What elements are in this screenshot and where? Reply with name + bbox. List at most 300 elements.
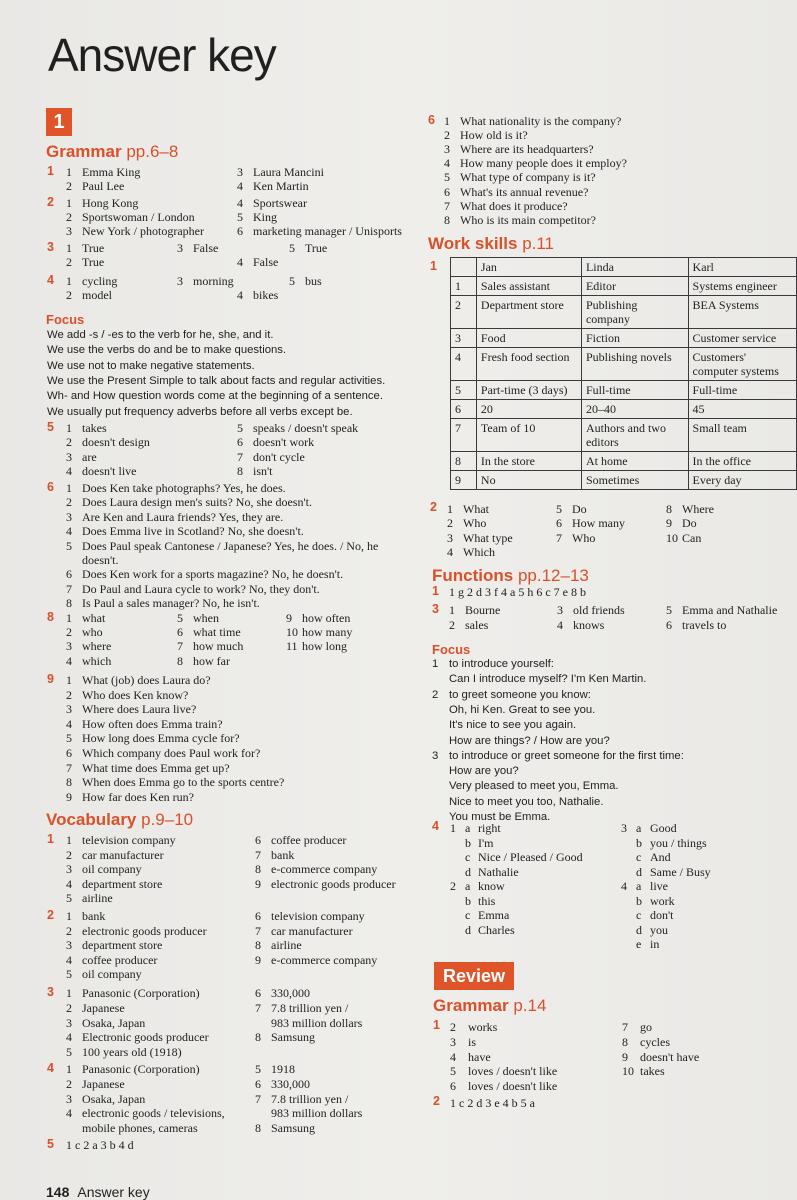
answer-text: knows: [573, 617, 605, 632]
table-header-cell: Karl: [688, 258, 796, 277]
item-number: 8: [237, 463, 243, 478]
item-number: 7: [177, 639, 183, 654]
answer-text: Nathalie: [478, 864, 519, 879]
item-number: 2: [447, 516, 453, 531]
answer-text: What time does Emma get up?: [82, 760, 230, 775]
answer-text: Who: [463, 516, 487, 531]
item-number: 7: [622, 1020, 628, 1034]
focus-item-number: 2: [432, 688, 439, 701]
item-number: 2: [66, 1076, 72, 1091]
answer-text: electronic goods / televisions,: [82, 1106, 225, 1121]
item-number: 4: [237, 179, 243, 193]
table-cell: Editor: [581, 277, 688, 296]
item-number: 9: [255, 952, 261, 967]
item-letter: e: [636, 937, 642, 951]
focus-text: Can I introduce myself? I'm Ken Martin.: [449, 673, 647, 686]
item-number: 9: [286, 611, 292, 625]
item-number: 7: [237, 449, 243, 464]
answer-text: Sportswoman / London: [82, 210, 195, 224]
item-number: 2: [66, 255, 72, 269]
answer-text: Do: [682, 516, 697, 531]
answer-text: right: [478, 821, 501, 835]
focus-item-number: 3: [432, 749, 439, 762]
item-number: 1: [449, 603, 455, 617]
question-number: 1: [432, 584, 439, 598]
answer-text: old friends: [573, 603, 625, 617]
table-row: [451, 400, 797, 419]
item-number: 2: [449, 617, 455, 632]
answer-text: how often: [302, 611, 351, 625]
answer-text: what: [82, 611, 106, 625]
answer-text: Does Emma live in Scotland? No, she doesn't.: [82, 524, 304, 539]
item-number: 3: [66, 509, 72, 524]
focus-text: You must be Emma.: [449, 811, 551, 823]
table-cell: Sometimes: [581, 471, 688, 490]
item-number: 4: [66, 463, 72, 478]
review-grammar-heading: Grammar p.14: [433, 996, 547, 1015]
question-number: 6: [47, 480, 54, 494]
answer-text: live: [650, 879, 668, 893]
answer-text: 983 million dollars: [271, 1015, 363, 1030]
item-number: 1: [66, 986, 72, 1000]
answer-text: Who: [572, 530, 596, 545]
answer-text: in: [650, 937, 660, 951]
table-cell: Full-time: [688, 381, 796, 400]
answer-text: Where are its headquarters?: [460, 142, 594, 157]
focus-rule: We add -s / -es to the verb for he, she, and it.: [47, 329, 274, 341]
item-number: 1: [66, 673, 72, 687]
item-number: 6: [444, 184, 450, 199]
item-number: 7: [556, 530, 562, 545]
answer-text: Which: [463, 544, 495, 559]
item-number: 4: [450, 1049, 456, 1064]
answer-text: Does Ken take photographs? Yes, he does.: [82, 481, 286, 495]
answer-text: works: [468, 1020, 498, 1034]
answer-text: Japanese: [82, 1076, 125, 1091]
answer-text: oil company: [82, 862, 142, 877]
item-number: 3: [66, 639, 72, 654]
item-number: 4: [621, 879, 627, 893]
focus-text: How are you?: [449, 765, 519, 778]
item-number: 5: [66, 891, 72, 906]
focus-text: Oh, hi Ken. Great to see you.: [449, 703, 596, 716]
answer-text: coffee producer: [271, 833, 347, 847]
answer-text: True: [305, 241, 328, 255]
item-number: 5: [237, 421, 243, 435]
answer-text: cycling: [82, 274, 118, 288]
question-number: 4: [432, 819, 439, 833]
question-number: 1: [47, 164, 54, 178]
work-skills-table: [450, 257, 797, 490]
item-number: 3: [66, 1015, 72, 1030]
question-number: 3: [432, 602, 439, 616]
item-number: 5: [66, 538, 72, 553]
table-cell: Small team: [688, 419, 796, 452]
item-number: 1: [447, 502, 453, 516]
focus-text: Very pleased to meet you, Emma.: [449, 780, 619, 793]
answer-text: Charles: [478, 922, 515, 937]
answer-text: oil company: [82, 967, 142, 982]
focus-heading-functions: Focus: [432, 642, 471, 657]
table-cell: Systems engineer: [688, 277, 796, 296]
focus-text: to introduce or greet someone for the first time:: [449, 749, 684, 762]
item-number: 2: [66, 847, 72, 862]
item-number: 8: [666, 502, 672, 516]
table-cell: Every day: [688, 471, 796, 490]
answer-text: What's its annual revenue?: [460, 184, 589, 199]
item-number: 6: [450, 1079, 456, 1094]
item-number: 5: [556, 502, 562, 516]
answer-text: work: [650, 893, 675, 908]
answer-text: airline: [271, 938, 302, 953]
answer-text: how long: [302, 639, 347, 654]
item-letter: a: [636, 821, 642, 835]
item-number: 5: [666, 603, 672, 617]
question-number: 5: [47, 1137, 54, 1151]
item-letter: d: [636, 922, 642, 937]
answer-text: Emma: [478, 908, 510, 922]
answer-text: Sportswear: [253, 196, 307, 210]
answer-text: television company: [82, 833, 176, 847]
item-number: 4: [557, 617, 563, 632]
item-number: 9: [666, 516, 672, 531]
answer-text: Electronic goods producer: [82, 1030, 209, 1045]
item-number: 4: [66, 1030, 72, 1045]
answer-text: 983 million dollars: [271, 1106, 363, 1121]
item-number: 7: [255, 1091, 261, 1106]
answer-text: Osaka, Japan: [82, 1091, 146, 1106]
item-number: 5: [289, 241, 295, 255]
item-number: 4: [237, 255, 243, 269]
item-number: 2: [66, 179, 72, 193]
answer-text: sales: [465, 617, 489, 632]
item-number: 1: [66, 481, 72, 495]
answer-text: Samsung: [271, 1121, 316, 1136]
item-number: 11: [286, 639, 298, 654]
table-cell: 1: [451, 277, 477, 296]
item-number: 10: [286, 625, 298, 640]
question-number: 2: [430, 500, 437, 514]
item-number: 3: [66, 862, 72, 877]
item-number: 4: [66, 716, 72, 731]
item-number: 3: [66, 449, 72, 464]
question-number: 9: [47, 672, 54, 686]
answer-text: doesn't.: [82, 553, 119, 567]
item-number: 3: [557, 603, 563, 617]
item-letter: c: [465, 908, 471, 922]
focus-text: to greet someone you know:: [449, 688, 591, 701]
table-cell: 2: [451, 296, 477, 329]
answer-text: mobile phones, cameras: [82, 1121, 198, 1136]
answer-text: how much: [193, 639, 244, 654]
item-number: 10: [666, 530, 678, 545]
focus-rule: We use the verbs do and be to make questions.: [47, 344, 287, 357]
item-number: 2: [66, 435, 72, 450]
answer-text: Nice / Pleased / Good: [478, 850, 583, 864]
answer-text: Samsung: [271, 1030, 316, 1045]
answer-text: 100 years old (1918): [82, 1045, 182, 1060]
item-letter: c: [465, 850, 471, 864]
question-number: 1: [430, 259, 437, 273]
answer-text: I'm: [478, 835, 494, 850]
item-letter: a: [465, 821, 471, 835]
item-number: 8: [255, 938, 261, 953]
item-number: 1: [66, 165, 72, 179]
answer-text: What does it produce?: [460, 198, 568, 213]
functions-heading: Functions pp.12–13: [432, 566, 589, 585]
item-number: 6: [66, 746, 72, 760]
answer-text: How old is it?: [460, 128, 528, 143]
item-letter: d: [465, 864, 471, 879]
table-cell: 3: [451, 329, 477, 348]
answer-text: Is Paul a sales manager? No, he isn't.: [82, 596, 260, 611]
question-number: 2: [47, 908, 54, 922]
item-number: 5: [289, 274, 295, 288]
answer-text: Paul Lee: [82, 179, 125, 193]
item-number: 2: [450, 1020, 456, 1034]
table-cell: 6: [451, 400, 477, 419]
answer-text: e-commerce company: [271, 952, 378, 967]
item-number: 9: [66, 789, 72, 804]
table-cell: Department store: [476, 296, 581, 329]
answer-text: Where does Laura live?: [82, 702, 197, 717]
item-number: 4: [66, 952, 72, 967]
answer-text: bank: [271, 847, 295, 862]
item-number: 4: [66, 524, 72, 539]
item-number: 7: [255, 1000, 261, 1015]
answer-text: Panasonic (Corporation): [82, 1062, 200, 1076]
answer-text: who: [82, 625, 103, 640]
item-number: 3: [66, 938, 72, 953]
answer-text: airline: [82, 891, 113, 906]
item-number: 8: [444, 212, 450, 227]
focus-item-number: 1: [432, 658, 439, 670]
item-letter: c: [636, 850, 642, 864]
answer-text: Who is its main competitor?: [460, 212, 596, 227]
item-number: 1: [66, 611, 72, 625]
table-cell: Food: [476, 329, 581, 348]
answer-text: How many people does it employ?: [460, 156, 627, 171]
answer-text: doesn't have: [640, 1049, 700, 1064]
item-number: 8: [66, 775, 72, 790]
answer-text: 330,000: [271, 986, 310, 1000]
question-number: 2: [47, 195, 54, 209]
item-number: 4: [237, 288, 243, 302]
answer-text: model: [82, 288, 112, 302]
answer-text: what time: [193, 625, 241, 640]
answer-text: Which company does Paul work for?: [82, 746, 261, 760]
item-number: 6: [556, 516, 562, 531]
answer-text: marketing manager / Unisports: [253, 224, 402, 238]
answer-text: Emma King: [82, 165, 141, 179]
answer-text: Does Ken work for a sports magazine? No, he doesn't.: [82, 567, 344, 582]
grammar-heading: Grammar pp.6–8: [46, 142, 179, 161]
focus-text: Nice to meet you too, Nathalie.: [449, 795, 604, 808]
answer-text: doesn't live: [82, 463, 137, 478]
answer-text: are: [82, 449, 97, 464]
answer-text: takes: [640, 1064, 665, 1079]
item-number: 8: [177, 653, 183, 668]
table-header-cell: Linda: [581, 258, 688, 277]
item-letter: b: [465, 835, 471, 850]
item-number: 10: [622, 1064, 634, 1079]
item-number: 8: [255, 862, 261, 877]
table-cell: Customers' computer systems: [688, 348, 796, 381]
answer-text: electronic goods producer: [271, 876, 396, 891]
item-number: 5: [444, 170, 450, 185]
item-number: 2: [450, 879, 456, 893]
item-number: 3: [66, 1091, 72, 1106]
table-cell: Publishing company: [581, 296, 688, 329]
focus-rule: We use the Present Simple to talk about facts and regular activities.: [47, 374, 386, 387]
focus-rule: We usually put frequency adverbs before all verbs except be.: [47, 405, 353, 418]
item-number: 3: [237, 165, 243, 179]
answer-text: Laura Mancini: [253, 165, 324, 179]
answer-text: loves / doesn't like: [468, 1079, 558, 1094]
focus-text: to introduce yourself:: [449, 658, 554, 670]
answer-text: Good: [650, 821, 677, 835]
answer-text: how many: [302, 625, 353, 640]
item-number: 2: [66, 495, 72, 510]
item-number: 2: [66, 210, 72, 224]
answer-text: Same / Busy: [650, 864, 711, 879]
answer-text: Who does Ken know?: [82, 687, 189, 702]
answer-text: What: [463, 502, 489, 516]
table-row: [451, 419, 797, 452]
table-cell: Part-time (3 days): [476, 381, 581, 400]
item-number: 5: [450, 1064, 456, 1079]
focus-text: How are things? / How are you?: [449, 734, 610, 747]
question-number: 4: [47, 273, 54, 287]
table-cell: Publishing novels: [581, 348, 688, 381]
item-number: 7: [255, 923, 261, 938]
focus-rule: We use not to make negative statements.: [47, 359, 255, 372]
item-number: 9: [622, 1049, 628, 1064]
answer-text: Emma and Nathalie: [682, 603, 778, 617]
answer-text: bikes: [253, 288, 279, 302]
table-cell: Authors and two editors: [581, 419, 688, 452]
item-number: 2: [66, 625, 72, 640]
item-number: 8: [255, 1121, 261, 1136]
item-number: 3: [66, 224, 72, 238]
answer-text: department store: [82, 876, 163, 891]
answer-text: True: [82, 241, 105, 255]
answer-text: Panasonic (Corporation): [82, 986, 200, 1000]
question-number: 1: [433, 1018, 440, 1032]
answer-text: doesn't work: [253, 435, 315, 450]
answer-text: Does Paul speak Cantonese / Japanese? Yes, he does. / No, he: [82, 538, 379, 553]
item-number: 6: [255, 909, 261, 923]
answer-text: How many: [572, 516, 625, 531]
answer-text: How often does Emma train?: [82, 716, 223, 731]
answer-text: don't: [650, 908, 674, 922]
answer-text: King: [253, 210, 277, 224]
item-number: 3: [177, 274, 183, 288]
table-row: [451, 329, 797, 348]
item-number: 6: [255, 1076, 261, 1091]
item-number: 1: [66, 421, 72, 435]
item-letter: d: [465, 922, 471, 937]
table-cell: Fresh food section: [476, 348, 581, 381]
item-number: 1: [66, 833, 72, 847]
answer-text: 7.8 trillion yen /: [271, 1091, 349, 1106]
item-number: 4: [66, 1106, 72, 1121]
answer-text: Does Laura design men's suits? No, she doesn't.: [82, 495, 312, 510]
answer-text: New York / photographer: [82, 224, 204, 238]
answer-text: And: [650, 850, 671, 864]
item-number: 9: [255, 876, 261, 891]
answer-text: you / things: [650, 835, 707, 850]
item-number: 7: [255, 847, 261, 862]
answer-text: go: [640, 1020, 652, 1034]
table-header-row: [451, 258, 797, 277]
answer-text: when: [193, 611, 219, 625]
table-cell: 7: [451, 419, 477, 452]
answer-text: how far: [193, 653, 230, 668]
item-number: 2: [66, 288, 72, 302]
item-number: 3: [66, 702, 72, 717]
table-cell: 20–40: [581, 400, 688, 419]
item-number: 1: [66, 274, 72, 288]
answer-text: When does Emma go to the sports centre?: [82, 775, 285, 790]
item-number: 4: [237, 196, 243, 210]
item-number: 1: [66, 241, 72, 255]
answer-text: car manufacturer: [271, 923, 353, 938]
item-letter: b: [465, 893, 471, 908]
item-number: 5: [255, 1062, 261, 1076]
item-number: 7: [66, 760, 72, 775]
answer-text: 1918: [271, 1062, 295, 1076]
item-number: 6: [237, 224, 243, 238]
item-number: 3: [177, 241, 183, 255]
item-number: 6: [255, 986, 261, 1000]
item-number: 2: [66, 687, 72, 702]
item-number: 1: [66, 196, 72, 210]
answer-text: where: [82, 639, 112, 654]
table-row: [451, 277, 797, 296]
answer-text: coffee producer: [82, 952, 158, 967]
table-row: [451, 452, 797, 471]
answer-text: Ken Martin: [253, 179, 309, 193]
table-cell: 20: [476, 400, 581, 419]
answer-text: television company: [271, 909, 365, 923]
table-cell: In the office: [688, 452, 796, 471]
answer-text: Where: [682, 502, 714, 516]
answer-text: Do Paul and Laura cycle to work? No, they don't.: [82, 581, 320, 596]
answer-text: takes: [82, 421, 107, 435]
answer-text: 330,000: [271, 1076, 310, 1091]
table-row: [451, 296, 797, 329]
table-row: [451, 348, 797, 381]
item-number: 8: [255, 1030, 261, 1045]
item-number: 3: [621, 821, 627, 835]
item-number: 7: [66, 581, 72, 596]
item-number: 5: [66, 731, 72, 746]
item-letter: a: [465, 879, 471, 893]
table-cell: Fiction: [581, 329, 688, 348]
answer-text: which: [82, 653, 112, 668]
answer-text: Osaka, Japan: [82, 1015, 146, 1030]
review-badge: Review: [434, 962, 514, 990]
answer-text: 1 g 2 d 3 f 4 a 5 h 6 c 7 e 8 b: [449, 585, 586, 599]
answer-text: cycles: [640, 1034, 670, 1049]
question-number: 4: [47, 1061, 54, 1075]
table-row: [451, 381, 797, 400]
table-cell: Full-time: [581, 381, 688, 400]
vocabulary-heading: Vocabulary p.9–10: [46, 810, 194, 829]
work-skills-heading: Work skills p.11: [428, 234, 555, 253]
item-number: 3: [450, 1034, 456, 1049]
